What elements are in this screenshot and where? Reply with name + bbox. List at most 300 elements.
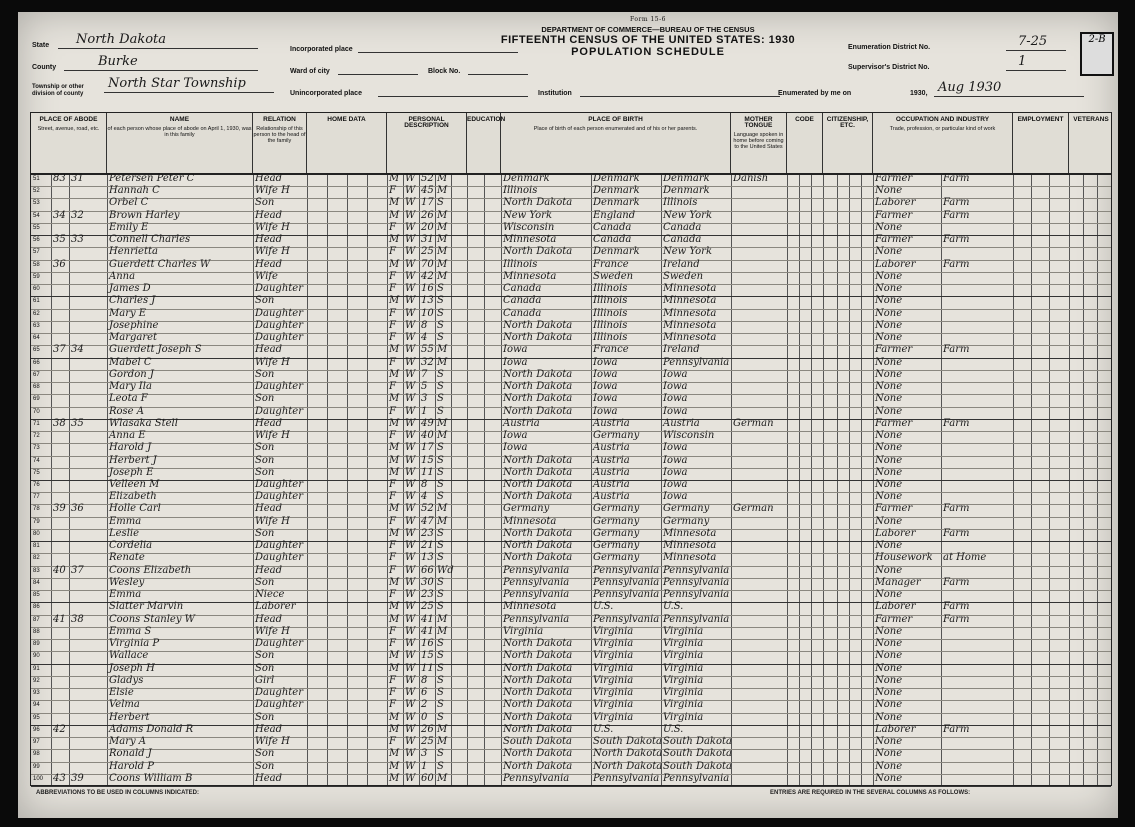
line-number: 87 [33,616,40,623]
cell-mar: M [437,613,448,625]
sheet-number-stamp: 2-B [1080,32,1114,76]
cell-occ: None [875,772,903,784]
cell-ind: Farm [943,527,970,539]
cell-birth: North Dakota [503,662,573,674]
cell-name: Hannah C [109,185,160,197]
cell-dw: 38 [53,417,66,429]
cell-race: W [405,197,416,209]
cell-name: Henrietta [109,246,158,258]
cell-father: Pennsylvania [593,589,660,601]
institution-label: Institution [538,90,572,97]
cell-father: Illinois [593,295,628,307]
cell-occ: Laborer [875,527,916,539]
cell-age: 13 [421,552,434,564]
cell-mar: S [437,552,444,564]
cell-age: 55 [421,344,434,356]
line-number: 58 [33,261,40,268]
cell-dw: 43 [53,772,66,784]
cell-age: 11 [421,662,434,674]
cell-birth: Minnesota [503,234,557,246]
cell-occ: Laborer [875,723,916,735]
cell-rel: Wife H [255,356,290,368]
cell-race: W [405,760,416,772]
line-number: 85 [33,592,40,599]
cell-occ: None [875,295,903,307]
line-number: 86 [33,604,40,611]
cell-name: Mary A [109,736,147,748]
cell-birth: Iowa [503,356,528,368]
ward-label: Ward of city [290,68,330,75]
cell-age: 8 [421,479,428,490]
cell-mother: Sweden [663,270,704,282]
cell-mother: South Dakota [663,760,732,772]
cell-occ: Housework [875,552,933,564]
cell-father: Virginia [593,662,634,674]
cell-sex: F [389,564,396,576]
cell-name: Herbert J [109,454,157,466]
cell-father: France [593,344,629,356]
cell-mar: S [437,319,444,331]
cell-fam: 36 [71,503,84,515]
cell-father: U.S. [593,601,614,613]
cell-mar: S [437,699,444,711]
cell-rel: Head [255,417,283,429]
line-number: 90 [33,653,40,660]
cell-age: 66 [421,564,434,576]
cell-rel: Son [255,454,275,466]
cell-mother: Pennsylvania [663,589,730,601]
cell-name: Leslie [109,527,140,539]
cell-mar: M [437,736,448,748]
cell-mother: Virginia [663,699,704,711]
cell-age: 26 [421,209,434,221]
cell-occ: None [875,319,903,331]
cell-mother: Minnesota [663,552,717,564]
cell-name: Leota F [109,393,148,405]
cell-mother: Pennsylvania [663,613,730,625]
col-place-of-abode: PLACE OF ABODE Street, avenue, road, etc. [31,113,107,173]
cell-sex: F [389,356,396,368]
block-underline [468,74,528,75]
cell-race: W [405,662,416,674]
cell-race: W [405,613,416,625]
cell-father: France [593,258,629,270]
cell-birth: North Dakota [503,319,573,331]
cell-ind: Farm [943,234,970,246]
cell-sex: M [389,503,400,515]
enum-district-value: 7-25 [1018,34,1048,49]
cell-mar: S [437,540,444,552]
cell-name: Emma [109,515,142,527]
cell-father: Austria [593,454,630,466]
cell-birth: North Dakota [503,699,573,711]
col-relation: RELATION Relationship of this person to the head of the family [253,113,307,173]
cell-father: Germany [593,503,640,515]
cell-occ: None [875,185,903,197]
cell-occ: None [875,638,903,650]
cell-mother: Iowa [663,479,688,490]
cell-father: Canada [593,234,632,246]
cell-race: W [405,454,416,466]
line-number: 72 [33,433,40,440]
cell-ind: Farm [943,344,970,356]
cell-father: Virginia [593,699,634,711]
cell-ind: Farm [943,258,970,270]
cell-birth: North Dakota [503,638,573,650]
cell-rel: Head [255,344,283,356]
line-number: 84 [33,579,40,586]
cell-sex: F [389,246,396,258]
cell-birth: North Dakota [503,368,573,380]
col-occupation: OCCUPATION AND INDUSTRY Trade, profession, or particular kind of work [873,113,1013,173]
cell-father: Germany [593,515,640,527]
cell-race: W [405,479,416,490]
cell-mar: S [437,674,444,686]
cell-rel: Laborer [255,601,296,613]
line-number: 100 [33,775,44,782]
cell-rel: Wife H [255,430,290,442]
cell-name: Mary E [109,307,147,319]
cell-mother: Iowa [663,442,688,454]
cell-mother: Minnesota [663,283,717,295]
cell-mar: M [437,221,448,233]
cell-name: Elsie [109,687,134,699]
cell-name: Herbert [109,711,150,723]
cell-birth: North Dakota [503,748,573,760]
cell-occ: None [875,368,903,380]
cell-name: Emma [109,589,142,601]
cell-birth: Canada [503,307,542,319]
cell-ind: at Home [943,552,987,564]
cell-sex: M [389,417,400,429]
cell-mother: Wisconsin [663,430,715,442]
cell-occ: Farmer [875,209,913,221]
cell-mother: Germany [663,503,710,515]
cell-sex: F [389,589,396,601]
cell-fam: 39 [71,772,84,784]
cell-rel: Son [255,442,275,454]
cell-age: 41 [421,625,434,637]
cell-father: Pennsylvania [593,772,660,784]
cell-mother: Minnesota [663,295,717,307]
cell-race: W [405,381,416,393]
county-label: County [32,64,57,71]
cell-age: 47 [421,515,434,527]
cell-race: W [405,319,416,331]
enum-district-underline [1006,50,1066,51]
cell-ind: Farm [943,576,970,588]
cell-sex: M [389,258,400,270]
line-number: 79 [33,518,40,525]
line-number: 57 [33,249,40,256]
cell-name: Josephine [109,319,159,331]
cell-occ: None [875,479,903,490]
cell-rel: Wife H [255,185,290,197]
cell-rel: Daughter [255,540,303,552]
cell-occ: None [875,760,903,772]
cell-sex: F [389,515,396,527]
cell-age: 25 [421,246,434,258]
cell-sex: M [389,173,400,184]
cell-mother: Germany [663,515,710,527]
cell-mar: S [437,405,444,417]
line-number: 80 [33,530,40,537]
cell-mar: S [437,332,444,344]
incorporated-underline [358,52,518,53]
cell-dw: 83 [53,173,66,184]
cell-sex: F [389,283,396,295]
cell-name: Wallace [109,650,149,662]
line-number: 61 [33,298,40,305]
cell-birth: North Dakota [503,674,573,686]
cell-occ: None [875,430,903,442]
cell-mar: S [437,662,444,674]
cell-rel: Head [255,564,283,576]
cell-race: W [405,576,416,588]
col-employment: EMPLOYMENT [1013,113,1069,173]
cell-race: W [405,393,416,405]
line-number: 74 [33,457,40,464]
cell-age: 8 [421,674,428,686]
cell-race: W [405,246,416,258]
cell-birth: Pennsylvania [503,772,570,784]
cell-birth: North Dakota [503,711,573,723]
enumerated-underline [934,96,1084,97]
cell-name: Emily E [109,221,149,233]
cell-name: Rose A [109,405,144,417]
population-grid [30,174,1112,786]
cell-age: 3 [421,393,428,405]
incorporated-label: Incorporated place [290,46,353,53]
cell-rel: Head [255,503,283,515]
institution-underline [580,96,780,97]
cell-rel: Son [255,368,275,380]
cell-rel: Son [255,760,275,772]
cell-birth: Iowa [503,442,528,454]
cell-occ: None [875,332,903,344]
cell-rel: Wife H [255,625,290,637]
line-number: 96 [33,726,40,733]
cell-father: Iowa [593,381,618,393]
cell-mother: New York [663,246,712,258]
cell-name: Anna [109,270,136,282]
cell-age: 25 [421,601,434,613]
cell-name: Harold P [109,760,154,772]
cell-mother: Minnesota [663,540,717,552]
cell-name: Gordon J [109,368,154,380]
block-label: Block No. [428,68,461,75]
cell-mar: M [437,515,448,527]
cell-race: W [405,295,416,307]
line-number: 76 [33,482,40,488]
cell-name: Mabel C [109,356,152,368]
cell-occ: None [875,662,903,674]
cell-rel: Son [255,466,275,478]
cell-sex: M [389,344,400,356]
cell-father: Austria [593,491,630,503]
cell-mother: Minnesota [663,307,717,319]
cell-rel: Son [255,393,275,405]
cell-mother: Virginia [663,638,704,650]
cell-sex: M [389,454,400,466]
cell-birth: North Dakota [503,332,573,344]
cell-age: 49 [421,417,434,429]
cell-sex: M [389,295,400,307]
cell-occ: None [875,515,903,527]
cell-birth: North Dakota [503,454,573,466]
cell-mar: S [437,527,444,539]
cell-sex: F [389,430,396,442]
cell-sex: F [389,491,396,503]
cell-age: 4 [421,332,428,344]
cell-race: W [405,283,416,295]
cell-age: 70 [421,258,434,270]
cell-age: 31 [421,234,434,246]
cell-age: 40 [421,430,434,442]
cell-sex: F [389,699,396,711]
cell-age: 21 [421,540,434,552]
cell-father: Iowa [593,405,618,417]
cell-sex: F [389,540,396,552]
supervisor-value: 1 [1018,54,1027,69]
line-number: 97 [33,739,40,746]
cell-ind: Farm [943,173,970,184]
cell-age: 25 [421,736,434,748]
line-number: 88 [33,628,40,635]
cell-race: W [405,234,416,246]
cell-rel: Daughter [255,283,303,295]
cell-ind: Farm [943,613,970,625]
cell-occ: None [875,748,903,760]
cell-mother: Virginia [663,687,704,699]
cell-father: Denmark [593,173,640,184]
cell-age: 52 [421,173,434,184]
state-underline [58,48,258,49]
cell-race: W [405,540,416,552]
cell-race: W [405,515,416,527]
abbreviations-note: ABBREVIATIONS TO BE USED IN COLUMNS INDICATED: [36,790,200,796]
cell-sex: F [389,185,396,197]
cell-father: Germany [593,430,640,442]
form-number: Form 15-6 [630,16,666,23]
cell-race: W [405,344,416,356]
line-number: 78 [33,506,40,513]
cell-name: Guerdett Charles W [109,258,211,270]
line-number: 91 [33,665,40,672]
line-number: 60 [33,286,40,293]
cell-father: U.S. [593,723,614,735]
cell-occ: None [875,283,903,295]
cell-father: Austria [593,442,630,454]
cell-tongue: German [733,503,774,515]
cell-age: 6 [421,687,428,699]
cell-dw: 40 [53,564,66,576]
cell-race: W [405,417,416,429]
cell-father: Virginia [593,711,634,723]
supervisor-label: Supervisor's District No. [848,64,930,71]
cell-rel: Son [255,527,275,539]
cell-rel: Niece [255,589,285,601]
cell-occ: None [875,589,903,601]
cell-mar: S [437,650,444,662]
cell-sex: F [389,319,396,331]
cell-mother: Ireland [663,258,700,270]
cell-rel: Daughter [255,699,303,711]
cell-mar: S [437,466,444,478]
cell-mother: Illinois [663,197,698,209]
cell-rel: Head [255,173,283,184]
cell-race: W [405,209,416,221]
cell-mar: M [437,417,448,429]
cell-race: W [405,699,416,711]
cell-occ: None [875,625,903,637]
cell-father: Canada [593,221,632,233]
cell-mar: S [437,491,444,503]
cell-mother: New York [663,209,712,221]
cell-birth: Illinois [503,258,538,270]
cell-rel: Son [255,748,275,760]
cell-occ: None [875,393,903,405]
cell-sex: F [389,552,396,564]
cell-rel: Son [255,197,275,209]
cell-occ: None [875,356,903,368]
cell-race: W [405,723,416,735]
cell-sex: M [389,442,400,454]
cell-occ: None [875,466,903,478]
cell-race: W [405,503,416,515]
township-label: Township or other division of county [32,84,84,97]
cell-sex: F [389,307,396,319]
cell-mar: M [437,723,448,735]
line-number: 64 [33,335,40,342]
cell-rel: Wife [255,270,278,282]
cell-race: W [405,185,416,197]
cell-race: W [405,405,416,417]
cell-birth: North Dakota [503,491,573,503]
cell-age: 1 [421,405,428,417]
cell-fam: 31 [71,173,84,184]
enumerated-label: Enumerated by me on [778,90,852,97]
cell-occ: None [875,405,903,417]
enumerated-year: 1930, [910,90,928,97]
cell-mar: M [437,503,448,515]
cell-rel: Head [255,613,283,625]
cell-father: Denmark [593,197,640,209]
cell-rel: Son [255,576,275,588]
cell-father: Austria [593,466,630,478]
cell-race: W [405,552,416,564]
cell-father: North Dakota [593,760,663,772]
cell-sex: M [389,576,400,588]
cell-tongue: Danish [733,173,769,184]
cell-occ: Farmer [875,173,913,184]
department-line: DEPARTMENT OF COMMERCE—BUREAU OF THE CENSUS [541,25,755,34]
township-underline [104,92,274,93]
cell-mother: Minnesota [663,527,717,539]
cell-age: 11 [421,466,434,478]
line-number: 65 [33,347,40,354]
census-sheet [18,12,1118,818]
cell-mar: M [437,246,448,258]
cell-mar: M [437,185,448,197]
cell-birth: North Dakota [503,650,573,662]
cell-mar: M [437,344,448,356]
cell-birth: Pennsylvania [503,576,570,588]
cell-race: W [405,332,416,344]
line-number: 67 [33,371,40,378]
cell-birth: North Dakota [503,760,573,772]
cell-age: 10 [421,307,434,319]
